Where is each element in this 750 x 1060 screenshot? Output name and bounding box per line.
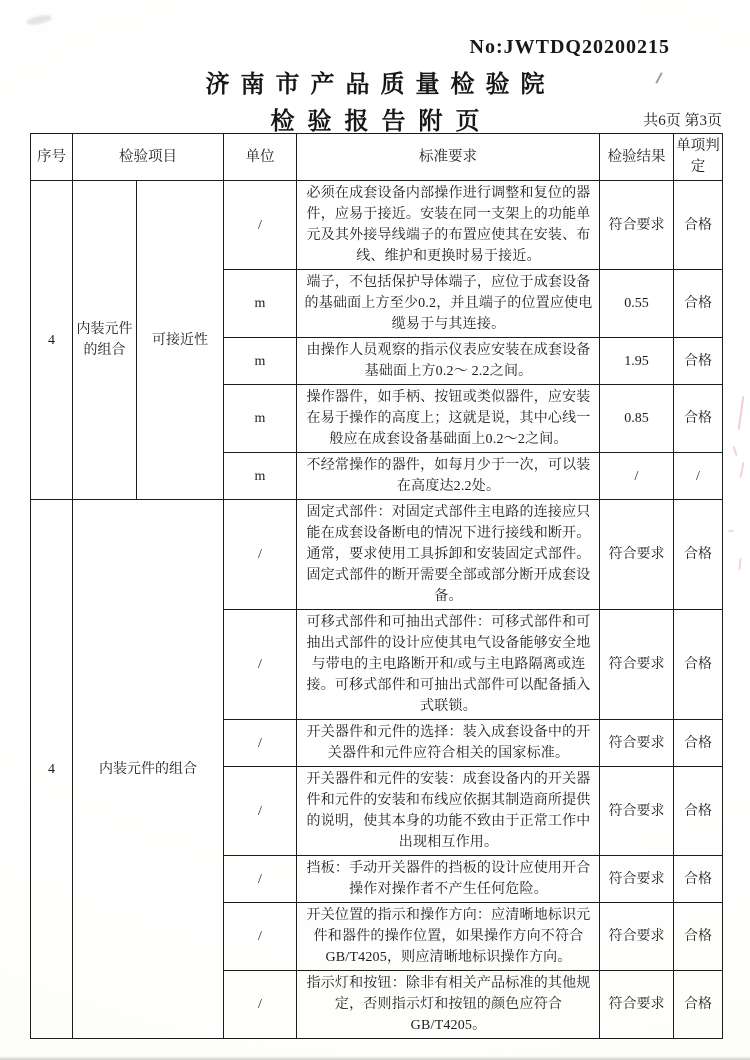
report-subtitle: 检验报告附页 [270,109,493,135]
header-seq: 序号 [31,134,73,181]
unit-cell: m [224,385,297,453]
scan-artifact-smudge [25,13,52,26]
requirement-cell: 不经常操作的器件，如每月少于一次，可以装在高度达2.2处。 [297,453,600,500]
seq-cell: 4 [31,500,73,1039]
judgment-cell: 合格 [674,971,723,1039]
header-item: 检验项目 [73,134,224,181]
unit-cell: / [224,903,297,971]
unit-cell: / [224,500,297,610]
unit-cell: m [224,270,297,338]
requirement-cell: 开关位置的指示和操作方向：应清晰地标识元件和器件的操作位置，如果操作方向不符合GB/T4205，则应清晰地标识操作方向。 [297,903,600,971]
judgment-cell: / [674,453,723,500]
result-cell: 符合要求 [600,903,674,971]
scan-artifact-red-mark [738,396,745,430]
unit-cell: / [224,181,297,270]
judgment-cell: 合格 [674,767,723,856]
result-cell: 1.95 [600,338,674,385]
requirement-cell: 挡板：手动开关器件的挡板的设计应使用开合操作对操作者不产生任何危险。 [297,856,600,903]
header-unit: 单位 [224,134,297,181]
requirement-cell: 开关器件和元件的选择：装入成套设备中的开关器件和元件应符合相关的国家标准。 [297,720,600,767]
result-cell: 符合要求 [600,720,674,767]
scan-artifact-bottom-edge [0,1056,750,1060]
seq-cell: 4 [31,181,73,500]
result-cell: 符合要求 [600,181,674,270]
scan-artifact-red-mark [732,446,737,456]
requirement-cell: 固定式部件：对固定式部件主电路的连接应只能在成套设备断电的情况下进行接线和断开。通常，要求使用工具拆卸和安装固定式部件。固定式部件的断开需要全部或部分断开成套设备。 [297,500,600,610]
judgment-cell: 合格 [674,903,723,971]
unit-cell: m [224,338,297,385]
unit-cell: / [224,767,297,856]
item-group-cell: 内装元件的组合 [73,181,137,500]
result-cell: 符合要求 [600,767,674,856]
result-cell: 符合要求 [600,500,674,610]
requirement-cell: 操作器件，如手柄、按钮或类似器件，应安装在易于操作的高度上；这就是说，其中心线一般应在成套设备基础面上0.2～2之间。 [297,385,600,453]
table-row [31,500,723,610]
scan-artifact-red-mark [739,462,744,478]
result-cell: / [600,453,674,500]
result-cell: 符合要求 [600,856,674,903]
judgment-cell: 合格 [674,270,723,338]
table-row [31,181,723,270]
item-cell: 内装元件的组合 [73,500,224,1039]
result-cell: 符合要求 [600,610,674,720]
page-count-info: 共6页 第3页 [643,113,722,129]
header-result: 检验结果 [600,134,674,181]
unit-cell: / [224,720,297,767]
item-sub-cell: 可接近性 [137,181,224,500]
judgment-cell: 合格 [674,338,723,385]
inspection-table [30,133,723,1039]
report-header [0,64,750,136]
judgment-cell: 合格 [674,856,723,903]
result-cell: 符合要求 [600,971,674,1039]
result-cell: 0.85 [600,385,674,453]
scan-artifact-red-mark [738,558,741,570]
scan-artifact-red-mark [728,530,734,533]
unit-cell: m [224,453,297,500]
org-name-title: 济南市产品质量检验院 [205,72,556,98]
requirement-cell: 可移式部件和可抽出式部件：可移式部件和可抽出式部件的设计应使其电气设备能够安全地与带电的主电路断开和/或与主电路隔离或连接。可移式部件和可抽出式部件可以配备插入式联锁。 [297,610,600,720]
requirement-cell: 必须在成套设备内部操作进行调整和复位的器件，应易于接近。安装在同一支架上的功能单元及其外接导线端子的布置应使其在安装、布线、维护和更换时易于接近。 [297,181,600,270]
judgment-cell: 合格 [674,720,723,767]
requirement-cell: 端子，不包括保护导体端子，应位于成套设备的基础面上方至少0.2，并且端子的位置应使电缆易于与其连接。 [297,270,600,338]
judgment-cell: 合格 [674,500,723,610]
report-number: No:JWTDQ20200215 [469,36,670,58]
judgment-cell: 合格 [674,181,723,270]
requirement-cell: 开关器件和元件的安装：成套设备内的开关器件和元件的安装和布线应依据其制造商所提供的说明，使其本身的功能不致由于正常工作中出现相互作用。 [297,767,600,856]
unit-cell: / [224,856,297,903]
unit-cell: / [224,610,297,720]
header-judgment: 单项判定 [674,134,723,181]
requirement-cell: 由操作人员观察的指示仪表应安装在成套设备基础面上方0.2～ 2.2之间。 [297,338,600,385]
unit-cell: / [224,971,297,1039]
judgment-cell: 合格 [674,385,723,453]
result-cell: 0.55 [600,270,674,338]
requirement-cell: 指示灯和按钮：除非有相关产品标准的其他规定，否则指示灯和按钮的颜色应符合GB/T4205。 [297,971,600,1039]
judgment-cell: 合格 [674,610,723,720]
table-header-row [31,134,723,181]
header-requirement: 标准要求 [297,134,600,181]
